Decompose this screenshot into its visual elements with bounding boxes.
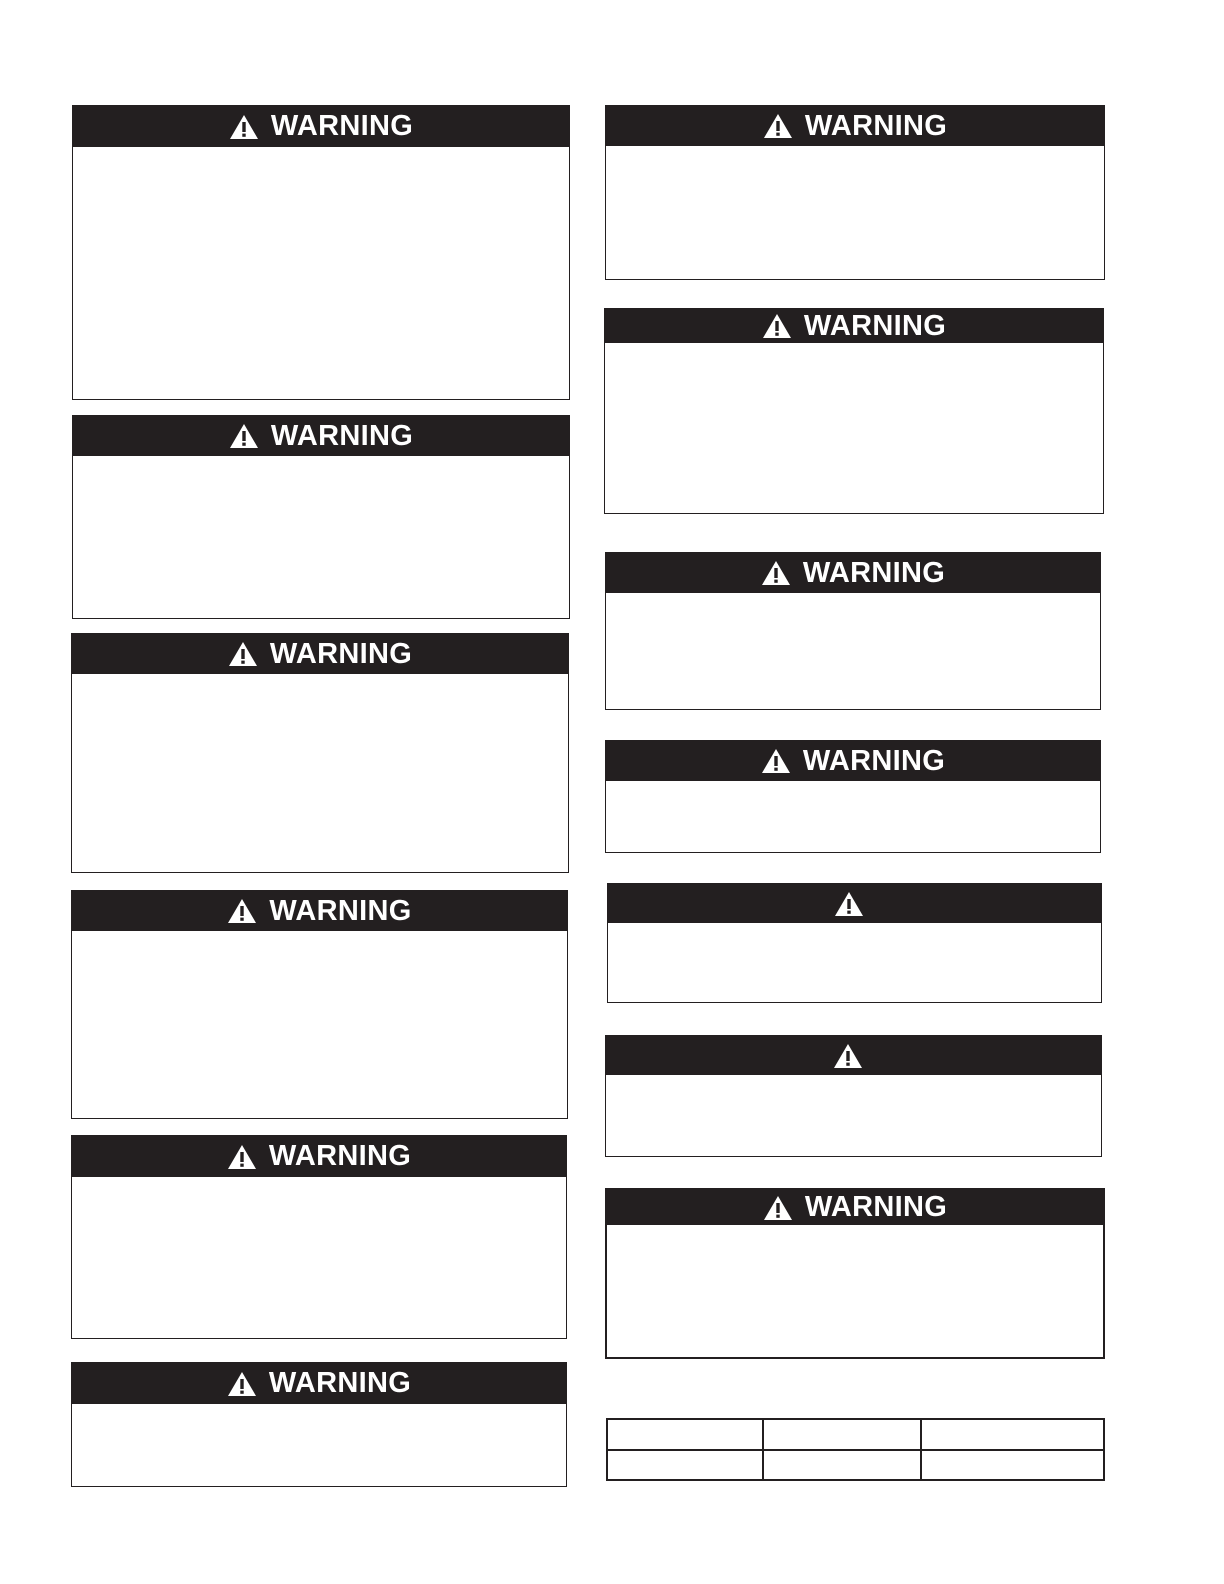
warning-box-right-1 bbox=[605, 105, 1105, 280]
warning-triangle-icon bbox=[227, 1144, 257, 1170]
warning-triangle-icon bbox=[761, 748, 791, 774]
warning-label: WARNING bbox=[268, 1140, 412, 1172]
warning-triangle-icon bbox=[227, 1371, 257, 1397]
warning-box-right-4 bbox=[605, 740, 1101, 853]
warning-header bbox=[606, 553, 1100, 593]
warning-header bbox=[72, 634, 568, 674]
warning-label: WARNING bbox=[802, 556, 946, 589]
table-row bbox=[607, 1419, 1104, 1450]
warning-label: WARNING bbox=[269, 637, 413, 670]
table-cell bbox=[763, 1450, 921, 1481]
warning-label: WARNING bbox=[802, 744, 946, 777]
warning-label: WARNING bbox=[803, 309, 947, 342]
warning-header bbox=[73, 416, 569, 456]
warning-box-left-6 bbox=[71, 1362, 567, 1487]
warning-box-left-4 bbox=[71, 890, 568, 1119]
warning-triangle-icon bbox=[833, 1043, 863, 1069]
warning-label: WARNING bbox=[270, 110, 414, 142]
warning-label: WARNING bbox=[270, 419, 414, 452]
warning-triangle-icon bbox=[229, 114, 259, 140]
warning-header bbox=[73, 106, 569, 147]
table-cell bbox=[607, 1450, 763, 1481]
table-cell bbox=[921, 1419, 1104, 1450]
warning-box-right-3 bbox=[605, 552, 1101, 710]
warning-box-right-5 bbox=[607, 883, 1102, 1003]
warning-triangle-icon bbox=[229, 423, 259, 449]
warning-triangle-icon bbox=[763, 1195, 793, 1221]
warning-triangle-icon bbox=[763, 113, 793, 139]
specification-table bbox=[606, 1418, 1105, 1481]
warning-header bbox=[605, 309, 1103, 343]
warning-label: WARNING bbox=[804, 109, 948, 142]
warning-triangle-icon bbox=[761, 560, 791, 586]
warning-box-right-2 bbox=[604, 308, 1104, 514]
warning-header bbox=[606, 106, 1104, 146]
warning-triangle-icon bbox=[227, 898, 257, 924]
warning-label: WARNING bbox=[268, 1367, 412, 1399]
warning-label: WARNING bbox=[269, 894, 412, 927]
warning-header bbox=[72, 1136, 566, 1177]
warning-box-right-6 bbox=[605, 1035, 1102, 1157]
table-row bbox=[607, 1450, 1104, 1481]
table-cell bbox=[607, 1419, 763, 1450]
warning-box-right-7 bbox=[605, 1188, 1105, 1359]
warning-box-left-5 bbox=[71, 1135, 567, 1339]
table-cell bbox=[763, 1419, 921, 1450]
warning-label: WARNING bbox=[804, 1191, 948, 1223]
warning-header bbox=[606, 1036, 1101, 1075]
warning-triangle-icon bbox=[834, 891, 864, 917]
warning-header bbox=[606, 741, 1100, 781]
warning-triangle-icon bbox=[762, 313, 792, 339]
warning-header bbox=[72, 891, 567, 931]
warning-header bbox=[607, 1190, 1103, 1225]
warning-box-left-2 bbox=[72, 415, 570, 619]
warning-box-left-3 bbox=[71, 633, 569, 873]
warning-box-left-1 bbox=[72, 105, 570, 400]
warning-header bbox=[608, 884, 1101, 923]
table-cell bbox=[921, 1450, 1104, 1481]
warning-header bbox=[72, 1363, 566, 1404]
warning-triangle-icon bbox=[228, 641, 258, 667]
